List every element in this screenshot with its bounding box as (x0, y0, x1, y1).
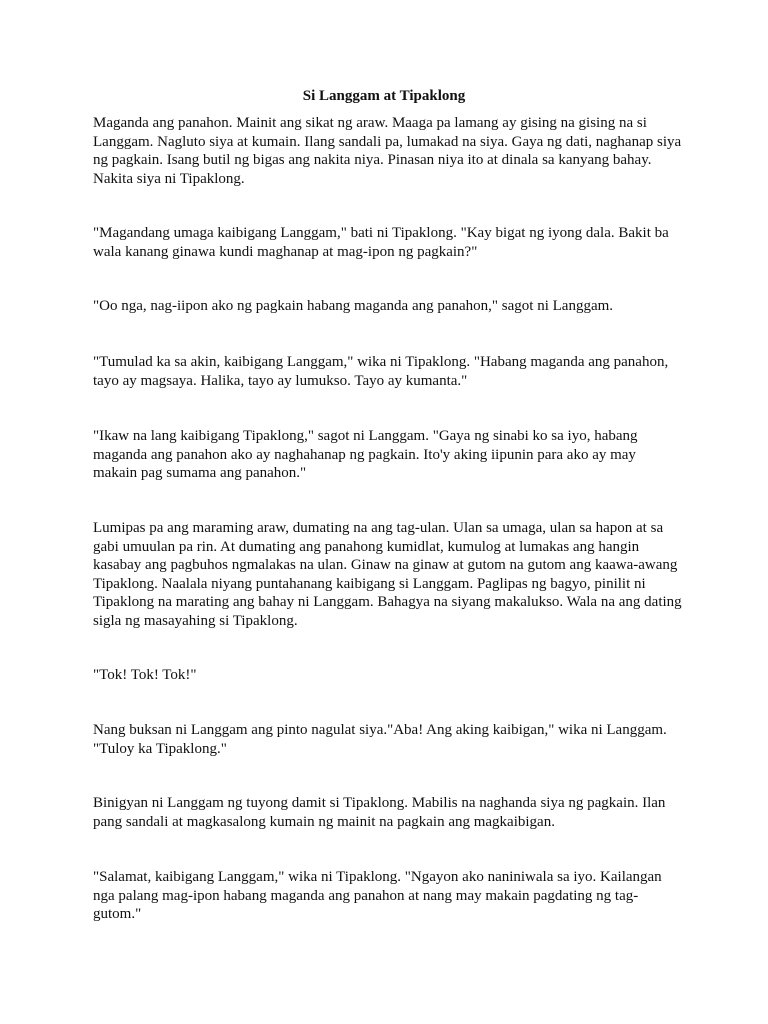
paragraph-3: "Oo nga, nag-iipon ako ng pagkain habang maganda ang panahon," sagot ni Langgam. (93, 298, 614, 314)
paragraph-8: Nang buksan ni Langgam ang pinto nagulat siya."Aba! Ang aking kaibigan," wika ni Langgam. "Tuloy ka Tipaklong." (93, 722, 667, 757)
paragraph-6: Lumipas pa ang maraming araw, dumating na ang tag-ulan. Ulan sa umaga, ulan sa hapon at sa gabi umuulan pa rin. At dumating ang panahong kumidlat, kumulog at lumakas ang hangin kasabay ang pagbuhos ngmalakas na ulan. Ginaw na ginaw at gutom na gutom ang kaawa-awang Tipaklong. Naalala niyang puntahanang kaibigang si Langgam. Paglipas ng bagyo, pinilit ni Tipaklong na marating ang bahay ni Langgam. Bahagya na siyang makalukso. Wala na ang dating sigla ng masayahing si Tipaklong. (93, 520, 682, 629)
paragraph-2: "Magandang umaga kaibigang Langgam," bati ni Tipaklong. "Kay bigat ng iyong dala. Bakit ba wala kanang ginawa kundi maghanap at mag-ipon ng pagkain?" (93, 225, 669, 260)
paragraph-7: "Tok! Tok! Tok!" (93, 667, 197, 683)
paragraph-1: Maganda ang panahon. Mainit ang sikat ng araw. Maaga pa lamang ay gising na gising na si Langgam. Nagluto siya at kumain. Ilang sandali pa, lumakad na siya. Gaya ng dati, naghanap siya ng pagkain. Isang butil ng bigas ang nakita niya. Pinasan niya ito at dinala sa kanyang bahay. Nakita siya ni Tipaklong. (93, 115, 682, 187)
paragraph-9: Binigyan ni Langgam ng tuyong damit si Tipaklong. Mabilis na naghanda siya ng pagkain. Ilan pang sandali at magkasalong kumain ng mainit na pagkain ang magkaibigan. (93, 795, 666, 830)
paragraph-10: "Salamat, kaibigang Langgam," wika ni Tipaklong. "Ngayon ako naniniwala sa iyo. Kailangan nga palang mag-ipon habang maganda ang panahon at nang may makain pagdating ng tag-gutom." (93, 869, 662, 923)
paragraph-4: "Tumulad ka sa akin, kaibigang Langgam," wika ni Tipaklong. "Habang maganda ang panahon, tayo ay magsaya. Halika, tayo ay lumukso. Tayo ay kumanta." (93, 354, 669, 389)
document-title: Si Langgam at Tipaklong (302, 88, 466, 104)
paragraph-5: "Ikaw na lang kaibigang Tipaklong," sagot ni Langgam. "Gaya ng sinabi ko sa iyo, habang maganda ang panahon ako ay naghahanap ng pagkain. Ito'y aking iipunin para ako ay may makain pag sumama ang panahon." (93, 428, 638, 482)
